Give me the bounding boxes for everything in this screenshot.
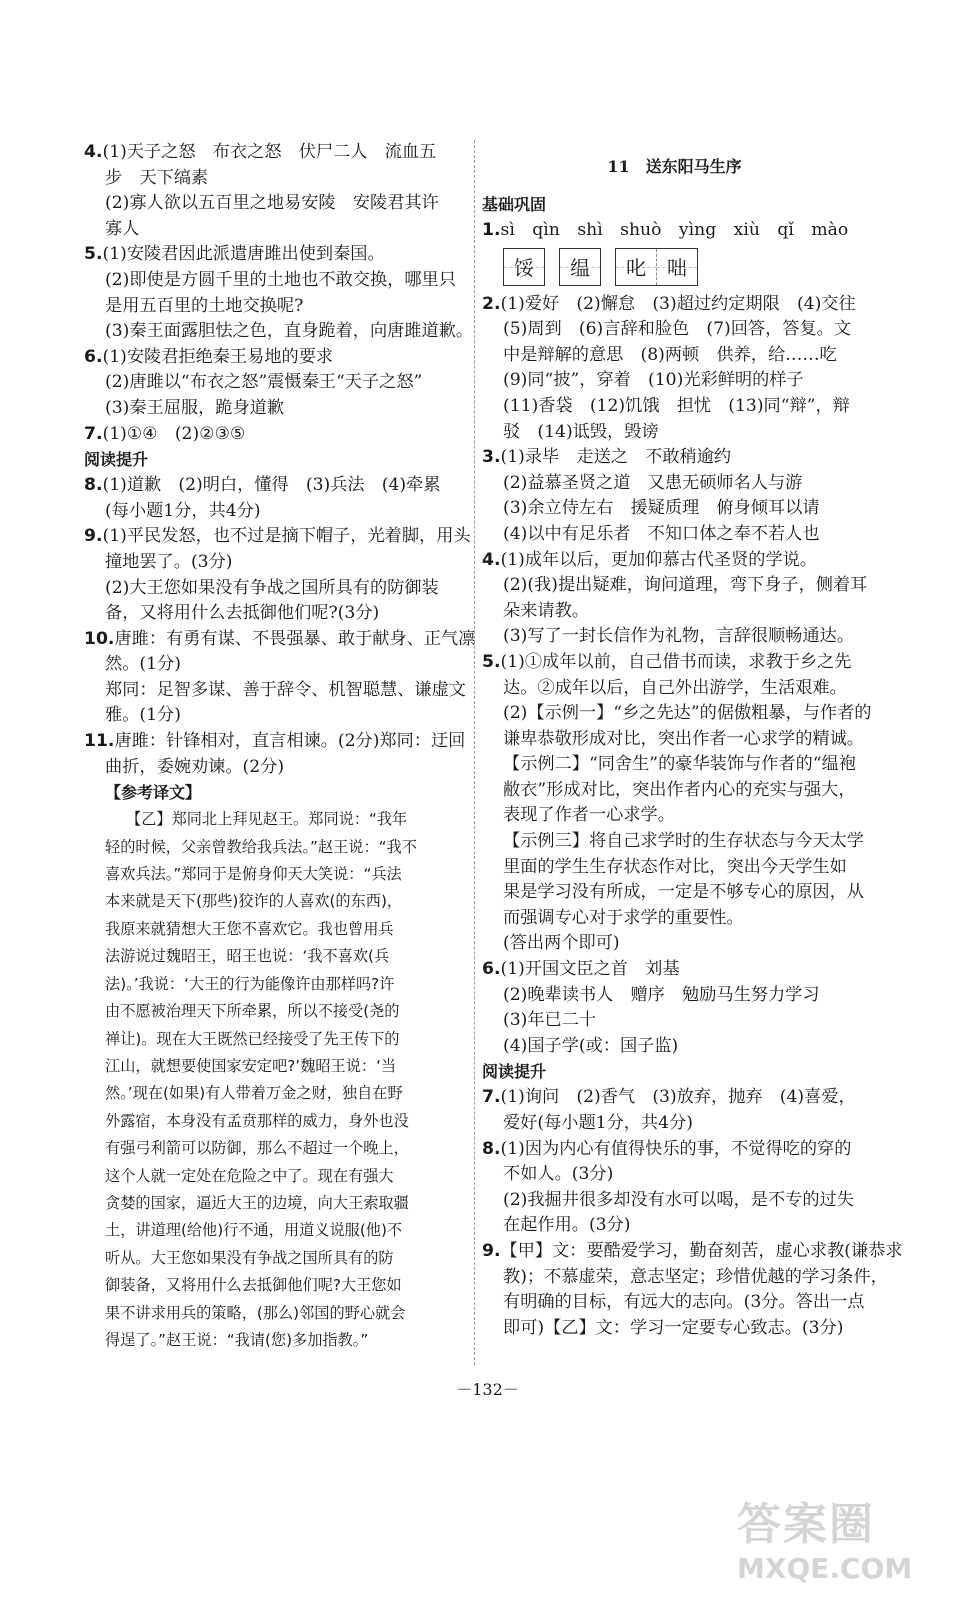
q2-line-2: (5)周到 (6)言辞和脸色 (7)回答，答复。文 bbox=[503, 319, 852, 340]
q5-line-4: (3)秦王面露胆怯之色，直身跪着，向唐雎道歉。 bbox=[105, 321, 474, 342]
char-box: 缊 bbox=[559, 248, 601, 286]
q9r-line-1: 9.【甲】文：要酷爱学习，勤奋刻苦，虚心求教(谦恭求 bbox=[482, 1240, 903, 1261]
q5r-line-4: 谦卑恭敬形成对比，突出作者一心求学的精诚。 bbox=[503, 728, 864, 749]
q4r-line-4: (3)写了一封长信作为礼物，言辞很顺畅通达。 bbox=[503, 626, 854, 647]
translation-line: 法游说过魏昭王，昭王也说：‘我不喜欢(兵 bbox=[105, 947, 390, 966]
q2-line-6: 驳 (14)诋毁，毁谤 bbox=[503, 421, 659, 442]
q4r-line-3: 朵来请教。 bbox=[503, 600, 589, 621]
translation-line: 御装备，又将用什么去抵御他们呢?大王您如 bbox=[105, 1276, 402, 1295]
translation-line: 法)。’我说：‘大王的行为能像许由那样吗?许 bbox=[105, 974, 395, 993]
q6-line-3: (3)秦王屈服，跪身道歉 bbox=[105, 397, 285, 418]
q5r-line-8: 【示例三】将自己求学时的生存状态与今天太学 bbox=[503, 831, 864, 852]
q7r-line-2: 爱好(每小题1分，共4分) bbox=[503, 1113, 693, 1133]
watermark-logo bbox=[737, 1488, 937, 1588]
q10-line-1: 10.唐雎：有勇有谋、不畏强暴、敢于献身、正气凛 bbox=[84, 628, 476, 649]
right-column bbox=[482, 140, 903, 1341]
translation-line: 贪婪的国家，逼近大王的边境，向大王索取疆 bbox=[105, 1193, 409, 1212]
q3-line-1: 3.(1)录毕 走送之 不敢稍逾约 bbox=[482, 447, 732, 468]
q1-character-boxes bbox=[482, 248, 867, 286]
section-heading-reading: 阅读提升 bbox=[84, 450, 149, 470]
q5r-line-11: 而强调专心对于求学的重要性。 bbox=[503, 907, 744, 928]
section-heading-reading-right: 阅读提升 bbox=[482, 1062, 547, 1082]
q8r-line-2: 不如人。(3分) bbox=[503, 1164, 614, 1185]
q4-line-3: (2)寡人欲以五百里之地易安陵 安陵君其许 bbox=[105, 193, 439, 214]
translation-line: 土，讲道理(给他)行不通，用道义说服(他)不 bbox=[105, 1221, 403, 1240]
q2-line-3: 中是辩解的意思 (8)两顿 供养，给……吃 bbox=[503, 344, 837, 365]
translation-line: 果不讲求用兵的策略，(那么)邻国的野心就会 bbox=[105, 1303, 406, 1322]
q5r-line-7: 表现了作者一心求学。 bbox=[503, 805, 675, 826]
q5r-line-3: (2)【示例一】“乡之先达”的倨傲粗暴，与作者的 bbox=[503, 703, 872, 724]
q11-line-2: 曲折，委婉劝谏。(2分) bbox=[105, 756, 285, 777]
translation-line: 本来就是天下(那些)狡诈的人喜欢(的东西)， bbox=[105, 892, 403, 911]
q10-line-2: 然。(1分) bbox=[105, 654, 181, 675]
q5r-line-1: 5.(1)①成年以前，自己借书而读，求教于乡之先 bbox=[482, 651, 852, 672]
q7-line-1: 7.(1)①④ (2)②③⑤ bbox=[84, 423, 246, 444]
q5r-line-2: 达。②成年以后，自己外出游学，生活艰难。 bbox=[503, 677, 847, 698]
q6r-line-1: 6.(1)开国文臣之首 刘基 bbox=[482, 959, 680, 980]
q10-line-3: 郑同：足智多谋、善于辞令、机智聪慧、谦虚文 bbox=[105, 679, 466, 700]
q3-line-4: (4)以中有足乐者 不知口体之奉不若人也 bbox=[503, 523, 820, 544]
q3-line-3: (3)余立侍左右 援疑质理 俯身倾耳以请 bbox=[503, 498, 820, 519]
q4-line-4: 寡人 bbox=[105, 218, 140, 239]
q9r-line-4: 即可)【乙】文：学习一定要专心致志。(3分) bbox=[503, 1317, 844, 1338]
q11-line-1: 11.唐雎：针锋相对，直言相谏。(2分)郑同：迂回 bbox=[84, 731, 466, 752]
char-box: 馁 bbox=[503, 248, 545, 286]
q8r-line-1: 8.(1)因为内心有值得快乐的事，不觉得吃的穿的 bbox=[482, 1138, 852, 1159]
reference-translation-text bbox=[84, 806, 469, 1354]
column-divider bbox=[474, 140, 475, 1365]
q9-line-1: 9.(1)平民发怒，也不过是摘下帽子，光着脚，用头 bbox=[84, 526, 471, 547]
translation-line: 江山，就想要使国家安定吧?’魏昭王说：‘当 bbox=[105, 1056, 397, 1075]
translation-line: 得逞了。”赵王说：“我请(您)多加指教。” bbox=[105, 1330, 369, 1349]
q2-line-1: 2.(1)爱好 (2)懈怠 (3)超过约定期限 (4)交往 bbox=[482, 293, 856, 314]
left-column bbox=[84, 140, 476, 1354]
watermark-logo-text: 答案圈 bbox=[737, 1499, 875, 1550]
q6r-line-4: (4)国子学(或：国子监) bbox=[503, 1035, 679, 1056]
q7r-line-1: 7.(1)询问 (2)香气 (3)放弃，抛弃 (4)喜爱， bbox=[482, 1087, 856, 1108]
q2-line-4: (9)同“披”，穿着 (10)光彩鲜明的样子 bbox=[503, 370, 804, 391]
q6r-line-2: (2)晚辈读书人 赠序 勉励马生努力学习 bbox=[503, 984, 820, 1005]
translation-line: 有强弓利箭可以防御，那么不超过一个晚上， bbox=[105, 1139, 409, 1158]
q4r-line-2: (2)(我)提出疑难，询问道理，弯下身子，侧着耳 bbox=[503, 575, 868, 596]
q1-pinyin-line: 1.sì qìn shì shuò yìng xiù qǐ mào bbox=[482, 220, 849, 240]
q4-line-2: 步 天下缟素 bbox=[105, 167, 209, 188]
q5r-line-10: 果是学习没有所成，一定是不够专心的原因，从 bbox=[503, 882, 864, 903]
section-heading-basic: 基础巩固 bbox=[482, 195, 547, 214]
q9-line-2: 撞地罢了。(3分) bbox=[105, 551, 233, 572]
lesson-title: 11 送东阳马生序 bbox=[607, 157, 742, 176]
q9r-line-3: 有明确的目标，有远大的志向。(3分。答出一点 bbox=[503, 1292, 865, 1313]
q5-line-2: (2)即使是方圆千里的土地也不敢交换，哪里只 bbox=[105, 269, 456, 290]
translation-line: 禅让)。现在大王既然已经接受了先王传下的 bbox=[105, 1029, 400, 1048]
q5r-line-9: 里面的学生生存状态作对比，突出今天学生如 bbox=[503, 856, 847, 877]
q6r-line-3: (3)年已二十 bbox=[503, 1010, 597, 1031]
q5r-line-6: 敝衣”形成对比，突出作者内心的充实与强大， bbox=[503, 779, 856, 800]
q8-line-2: (每小题1分，共4分) bbox=[105, 500, 261, 521]
q5r-line-5: 【示例二】“同舍生”的豪华装饰与作者的“缊袍 bbox=[503, 754, 856, 775]
q8r-line-3: (2)我掘井很多却没有水可以喝，是不专的过失 bbox=[503, 1189, 854, 1210]
translation-line: 然。’现在(如果)有人带着万金之财，独自在野 bbox=[105, 1084, 403, 1103]
q6-line-1: 6.(1)安陵君拒绝秦王易地的要求 bbox=[84, 346, 334, 367]
translation-line: 由不愿被治理天下所牵累，所以不接受(尧的 bbox=[105, 1002, 400, 1021]
translation-line: 轻的时候，父亲曾教给我兵法。”赵王说：“我不 bbox=[105, 837, 417, 856]
translation-line: 听从。大王您如果没有争战之国所具有的防 bbox=[105, 1248, 394, 1267]
translation-line: 这个人就一定处在危险之中了。现在有强大 bbox=[105, 1166, 394, 1185]
q9-line-3: (2)大王您如果没有争战之国所具有的防御装 bbox=[105, 577, 439, 598]
translation-line: 【乙】郑同北上拜见赵王。郑同说：“我年 bbox=[126, 810, 408, 829]
q5r-line-12: (答出两个即可) bbox=[503, 933, 620, 954]
translation-line: 我原来就猜想大王您不喜欢它。我也曾用兵 bbox=[105, 919, 394, 938]
reference-translation-heading: 【参考译文】 bbox=[105, 783, 202, 803]
q9-line-4: 备，又将用什么去抵御他们呢?(3分) bbox=[105, 603, 380, 624]
q4-line-1: 4.(1)天子之怒 布衣之怒 伏尸二人 流血五 bbox=[84, 142, 437, 162]
q2-line-5: (11)香袋 (12)饥饿 担忧 (13)同“辩”，辩 bbox=[503, 395, 850, 416]
q10-line-4: 雅。(1分) bbox=[105, 705, 181, 726]
q6-line-2: (2)唐雎以“布衣之怒”震慑秦王“天子之怒” bbox=[105, 372, 423, 393]
char-box: 叱 咄 bbox=[615, 248, 698, 286]
q4r-line-1: 4.(1)成年以后，更加仰慕古代圣贤的学说。 bbox=[482, 549, 818, 570]
watermark-url: MXQE.COM bbox=[737, 1552, 913, 1585]
q5-line-1: 5.(1)安陵君因此派遣唐雎出使到秦国。 bbox=[84, 244, 385, 265]
q8r-line-4: 在起作用。(3分) bbox=[503, 1215, 631, 1236]
q9r-line-2: 教)；不慕虚荣，意志坚定；珍惜优越的学习条件， bbox=[503, 1266, 888, 1287]
q8-line-1: 8.(1)道歉 (2)明白，懂得 (3)兵法 (4)牵累 bbox=[84, 475, 441, 496]
translation-line: 外露宿，本身没有孟贲那样的威力，身外也没 bbox=[105, 1111, 409, 1130]
translation-line: 喜欢兵法。”郑同于是俯身仰天大笑说：“兵法 bbox=[105, 865, 402, 884]
q5-line-3: 是用五百里的土地交换呢? bbox=[105, 295, 304, 316]
q3-line-2: (2)益慕圣贤之道 又患无硕师名人与游 bbox=[503, 472, 803, 493]
page-number: －132－ bbox=[456, 1380, 519, 1399]
